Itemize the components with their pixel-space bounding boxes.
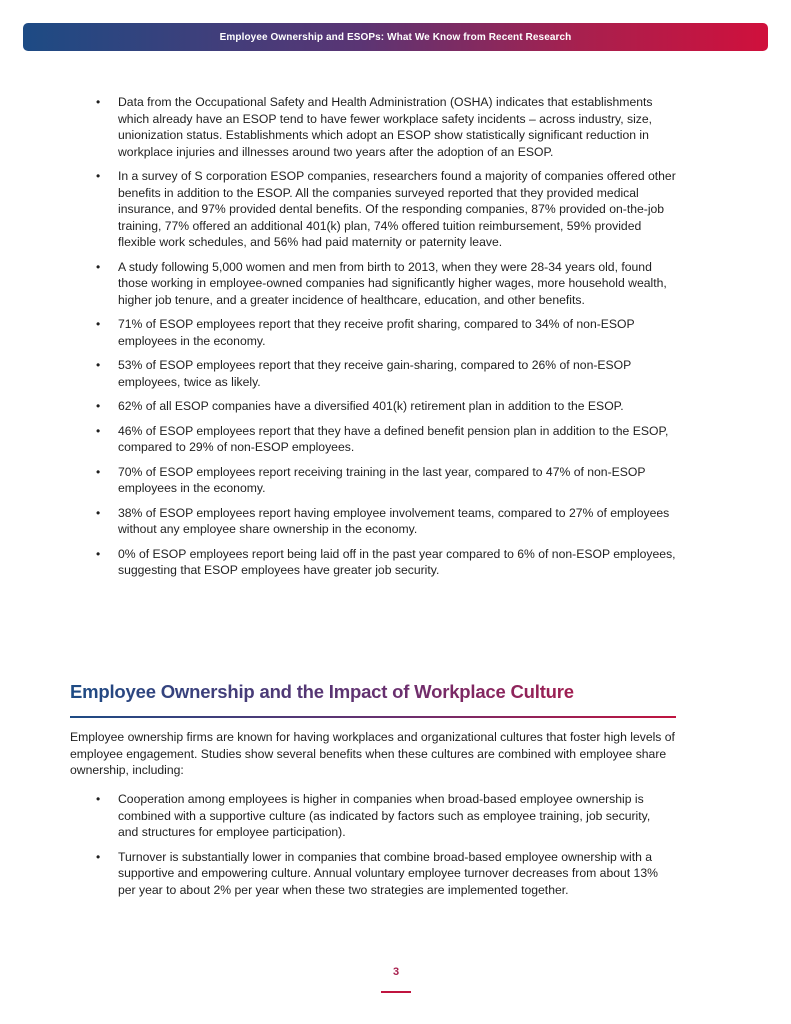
list-item: • 46% of ESOP employees report that they have a defined benefit pension plan in addition to the ESOP, compared to 29% of non-ESOP employees.: [96, 423, 669, 454]
list-item: • 71% of ESOP employees report that they receive profit sharing, compared to 34% of non-ESOP employees in the economy.: [96, 317, 635, 348]
culture-benefits-list: [70, 791, 670, 906]
findings-list: [70, 94, 680, 587]
list-item: • A study following 5,000 women and men from birth to 2013, when they were 28-34 years old, found those working in employee-owned companies had significantly higher wages, more household wealth, higher job tenure, and a greater incidence of healthcare, education, and other benefits.: [96, 259, 667, 307]
page-number-underline: [381, 991, 411, 993]
header-title: Employee Ownership and ESOPs: What We Know from Recent Research: [219, 31, 572, 43]
list-item: • Data from the Occupational Safety and Health Administration (OSHA) indicates that establishments which already have an ESOP tend to have fewer workplace safety incidents – across industry, size, unionization status. Establishments which adopt an ESOP show statistically significant reduction in workplace injuries and illnesses around two years after the adoption of an ESOP.: [96, 95, 653, 159]
bullet-icon: •: [96, 399, 101, 413]
bullet-icon: •: [96, 423, 101, 438]
list-item: • Turnover is substantially lower in companies that combine broad-based employee ownership with a supportive and empowering culture. Annual voluntary employee turnover decreases from about 13% per year to about 2% per year when these two strategies are implemented together.: [96, 849, 658, 897]
list-item: • 38% of ESOP employees report having employee involvement teams, compared to 27% of employees without any employee share ownership in the economy.: [96, 505, 670, 536]
list-item: • 70% of ESOP employees report receiving training in the last year, compared to 47% of non-ESOP employees in the economy.: [96, 464, 646, 495]
bullet-icon: •: [96, 259, 101, 274]
header-bar: [23, 23, 768, 51]
list-item: • 0% of ESOP employees report being laid off in the past year compared to 6% of non-ESOP employees, suggesting that ESOP employees have greater job security.: [96, 546, 676, 577]
bullet-icon: •: [96, 464, 101, 479]
bullet-icon: •: [96, 792, 101, 806]
list-item: • 62% of all ESOP companies have a diversified 401(k) retirement plan in addition to the ESOP.: [96, 399, 624, 413]
bullet-icon: •: [96, 95, 101, 109]
section-intro: Employee ownership firms are known for having workplaces and organizational cultures that foster high levels of employee engagement. Studies show several benefits when these cultures are combined with employee share ownership, including:: [70, 730, 675, 777]
bullet-icon: •: [96, 849, 101, 864]
bullet-icon: •: [96, 358, 101, 372]
bullet-icon: •: [96, 169, 101, 183]
bullet-icon: •: [96, 505, 101, 520]
section-heading: Employee Ownership and the Impact of Workplace Culture: [70, 681, 676, 703]
list-item: • 53% of ESOP employees report that they receive gain-sharing, compared to 26% of non-ESOP employees, twice as likely.: [96, 358, 632, 389]
list-item: • Cooperation among employees is higher in companies when broad-based employee ownership is combined with a supportive culture (as indicated by factors such as employee training, job security, and structures for employee participation).: [96, 792, 651, 839]
page-number: 3: [392, 966, 400, 978]
bullet-icon: •: [96, 317, 101, 331]
bullet-icon: •: [96, 546, 101, 561]
list-item: • In a survey of S corporation ESOP companies, researchers found a majority of companies offered other benefits in addition to the ESOP. All the companies surveyed reported that they provided medical insurance, and 97% provided dental benefits. Of the responding companies, 87% provided on-the-job training, 77% offered an additional 401(k) plan, 74% offered tuition reimbursement, 59% provided flexible work schedules, and 56% had paid maternity or paternity leave.: [96, 169, 676, 249]
section-divider: [70, 716, 676, 718]
